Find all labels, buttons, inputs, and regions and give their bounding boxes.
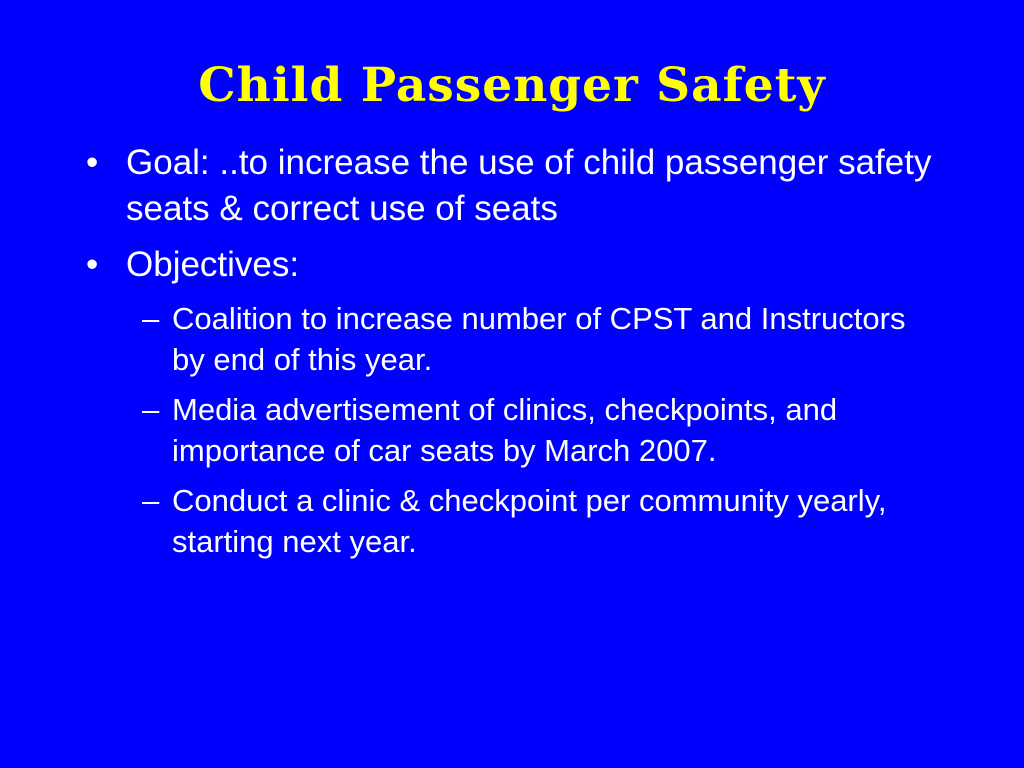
- bullet-text: Objectives:: [126, 245, 300, 284]
- bullet-marker: •: [86, 245, 99, 284]
- sub-bullet-text: Coalition to increase number of CPST and Instructors by end of this year.: [172, 301, 906, 377]
- objectives-list: [0, 298, 1024, 562]
- slide-title: Child Passenger Safety: [198, 58, 826, 113]
- bullet-objectives: [0, 242, 1024, 288]
- sub-bullet-marker: –: [142, 301, 160, 336]
- bullet-marker: •: [86, 143, 99, 182]
- sub-bullet-text: Conduct a clinic & checkpoint per community yearly, starting next year.: [172, 483, 887, 559]
- sub-bullet-clinic: [0, 480, 1024, 562]
- sub-bullet-marker: –: [142, 483, 160, 518]
- sub-bullet-text: Media advertisement of clinics, checkpoints, and importance of car seats by March 2007.: [172, 392, 838, 468]
- sub-bullet-media: [0, 389, 1024, 471]
- sub-bullet-marker: –: [142, 392, 160, 427]
- sub-bullet-coalition: [0, 298, 1024, 380]
- bullet-goal: [0, 140, 1024, 232]
- slide-content: [0, 140, 1024, 571]
- bullet-text: Goal: ..to increase the use of child passenger safety seats & correct use of seats: [126, 143, 932, 228]
